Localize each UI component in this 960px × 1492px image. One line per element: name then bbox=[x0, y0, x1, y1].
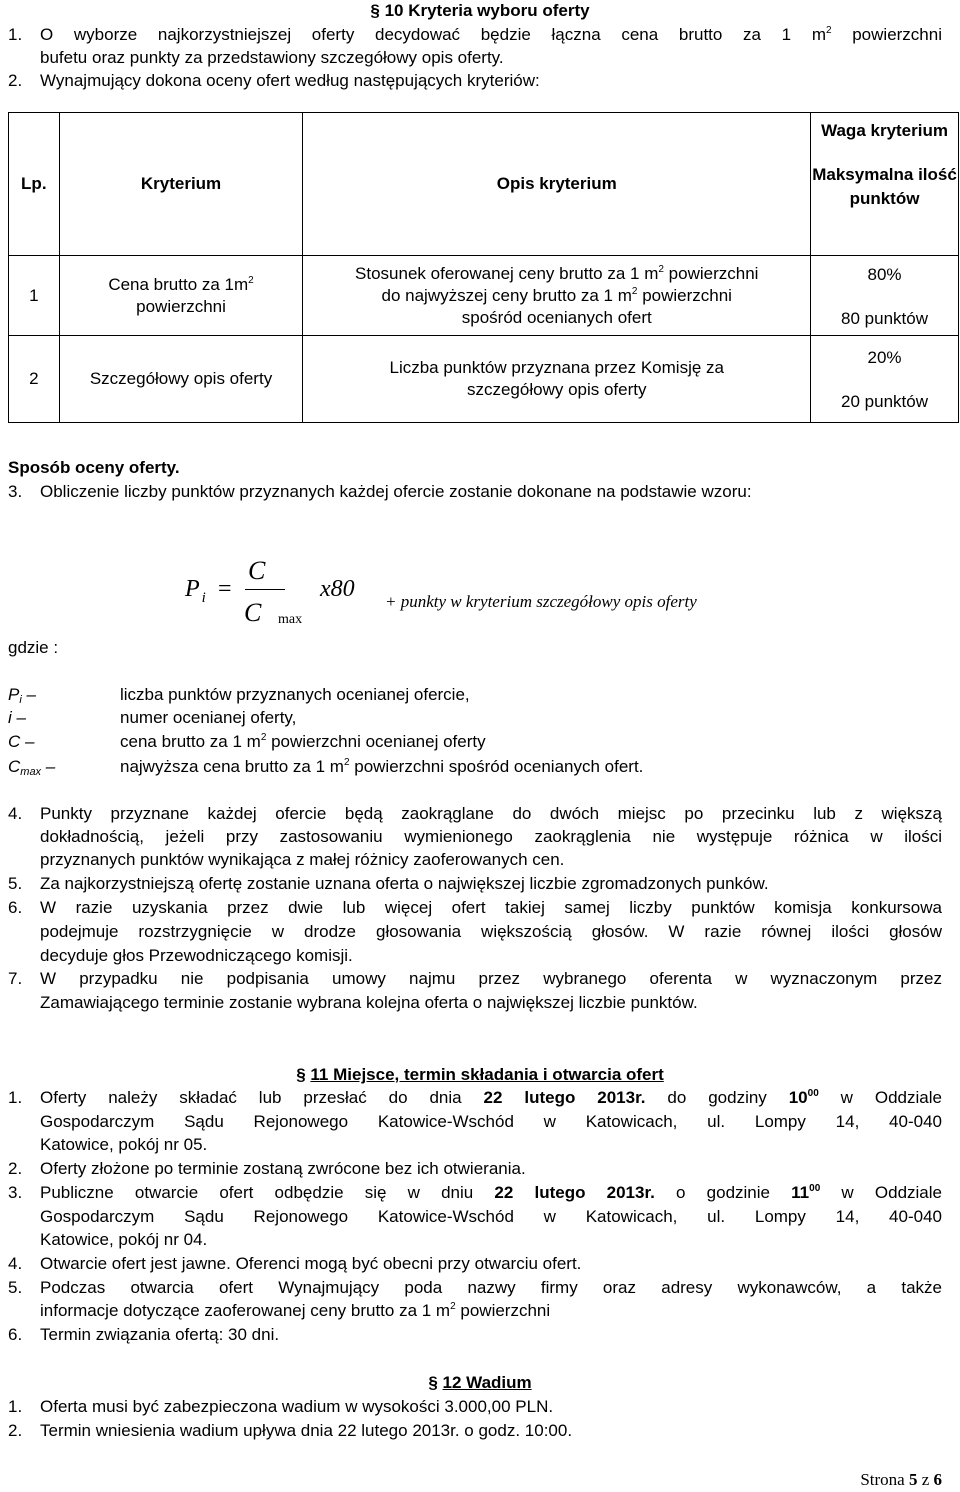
scoring-point-6-line-2: podejmuje rozstrzygnięcie w drodze głosowania większością głosów. W razie równej ilości głosów bbox=[40, 922, 942, 941]
s11-point-5-line-1: 5. Podczas otwarcia ofert Wynajmujący poda nazwy firmy oraz adresy wykonawców, a także bbox=[8, 1278, 942, 1297]
s10-point-1-line-1: 1. O wyborze najkorzystniejszej oferty decydować będzie łączna cena brutto za 1 $m^2$ powierzchni bbox=[8, 25, 942, 44]
s11-point-1-line-3: Katowice, pokój nr 05. bbox=[40, 1135, 208, 1154]
row1-waga: 80% 80 punktów bbox=[811, 256, 959, 336]
s10-point-2: 2. Wynajmujący dokona oceny ofert według następujących kryteriów: bbox=[8, 71, 540, 90]
formula-plus: + punkty w kryterium szczegółowy opis oferty bbox=[385, 592, 697, 611]
scoring-point-6-line-1: 6. W razie uzyskania przez dwie lub więcej ofert takiej samej liczby punktów komisja konkursowa bbox=[8, 898, 942, 917]
header-max: Maksymalna ilość punktów bbox=[812, 165, 957, 208]
scoring-point-4-line-2: dokładnością, jeżeli przy zastosowaniu wymienionego zaokrąglenia nie występuje różnica w ilości bbox=[40, 827, 942, 846]
formula-times: x80 bbox=[320, 576, 355, 602]
header-opis: Opis kryterium bbox=[303, 113, 811, 256]
scoring-point-3: 3. Obliczenie liczby punktów przyznanych każdej ofercie zostanie dokonane na podstawie wzoru: bbox=[8, 482, 752, 501]
s11-point-3-line-2: Gospodarczym Sądu Rejonowego Katowice-Wschód w Katowicach, ul. Lompy 14, 40-040 bbox=[40, 1207, 942, 1226]
formula-numerator: C bbox=[248, 556, 266, 585]
s10-point-1-line-2: bufetu oraz punkty za przedstawiony szczegółowy opis oferty. bbox=[40, 48, 504, 67]
header-lp: Lp. bbox=[9, 113, 60, 256]
row2-opis: Liczba punktów przyznana przez Komisję za szczegółowy opis oferty bbox=[303, 336, 811, 423]
table-row bbox=[9, 336, 959, 423]
s11-point-1-line-2: Gospodarczym Sądu Rejonowego Katowice-Wschód w Katowicach, ul. Lompy 14, 40-040 bbox=[40, 1112, 942, 1131]
page-number: Strona 5 z 6 bbox=[860, 1470, 942, 1489]
section-10-title: § 10 Kryteria wyboru oferty bbox=[370, 1, 590, 20]
header-waga: Waga kryterium bbox=[821, 121, 948, 140]
fraction-line bbox=[245, 589, 285, 590]
formula-denominator: C bbox=[244, 598, 262, 627]
section-11-title: § 11 Miejsce, termin składania i otwarcia ofert bbox=[296, 1065, 664, 1084]
gdzie-label: gdzie : bbox=[8, 638, 59, 657]
formula-denominator-sub: max bbox=[278, 612, 303, 627]
scoring-point-7-line-1: 7. W przypadku nie podpisania umowy najmu przez wybranego oferenta w wyznaczonym przez bbox=[8, 969, 942, 988]
scoring-point-5: 5. Za najkorzystniejszą ofertę zostanie uznana oferta o największej liczbie zgromadzonych punków. bbox=[8, 874, 769, 893]
section-12-title: § 12 Wadium bbox=[428, 1373, 532, 1392]
table-header-row bbox=[9, 113, 959, 256]
scoring-point-6-line-3: decyduje głos Przewodniczącego komisji. bbox=[40, 946, 353, 965]
row1-lp: 1 bbox=[9, 256, 60, 336]
scoring-point-4-line-3: przyznanych punktów wynikająca z małej różnicy zaoferowanych cen. bbox=[40, 850, 565, 869]
row1-opis: Stosunek oferowanej ceny brutto za 1 $m^2$ powierzchni do najwyższej ceny brutto za 1 $m^2$ powierzchni spośród ocenianych ofert bbox=[303, 256, 811, 336]
header-waga-cell bbox=[811, 113, 959, 256]
row2-kryterium: Szczegółowy opis oferty bbox=[59, 336, 303, 423]
scoring-point-4-line-1: 4. Punkty przyznane każdej ofercie będą zaokrąglane do dwóch miejsc po przecinku lub z większą bbox=[8, 804, 942, 823]
s11-point-3-line-3: Katowice, pokój nr 04. bbox=[40, 1230, 208, 1249]
formula-equals: = bbox=[218, 576, 232, 602]
s11-point-6: 6. Termin związania ofertą: 30 dni. bbox=[8, 1325, 280, 1344]
header-kryterium: Kryterium bbox=[59, 113, 303, 256]
s12-point-1: 1. Oferta musi być zabezpieczona wadium w wysokości 3.000,00 PLN. bbox=[8, 1397, 554, 1416]
s11-point-1-line-1: 1. Oferty należy składać lub przesłać do dnia 22 lutego 2013r. do godziny $10^{00}$ w Oddziale bbox=[8, 1088, 942, 1107]
s12-point-2: 2. Termin wniesienia wadium upływa dnia 22 lutego 2013r. o godz. 10:00. bbox=[8, 1421, 573, 1440]
row2-waga: 20% 20 punktów bbox=[811, 336, 959, 423]
row1-kryterium: Cena brutto za $1m^2$ powierzchni bbox=[59, 256, 303, 336]
scoring-point-7-line-2: Zamawiającego terminie zostanie wybrana kolejna oferta o największej liczbie punktów. bbox=[40, 993, 698, 1012]
s11-point-3-line-1: 3. Publiczne otwarcie ofert odbędzie się w dniu 22 lutego 2013r. o godzinie $11^{00}$ w Oddziale bbox=[8, 1183, 942, 1202]
criteria-table bbox=[8, 112, 959, 423]
row2-lp: 2 bbox=[9, 336, 60, 423]
scoring-heading: Sposób oceny oferty. bbox=[8, 458, 180, 477]
table-row bbox=[9, 256, 959, 336]
s11-point-4: 4. Otwarcie ofert jest jawne. Oferenci mogą być obecni przy otwarciu ofert. bbox=[8, 1254, 582, 1273]
s11-point-5-line-2: informacje dotyczące zaoferowanej ceny brutto za 1 $m^2$ powierzchni bbox=[40, 1301, 551, 1320]
formula-lhs: P $_i$ bbox=[185, 576, 206, 606]
s11-point-2: 2. Oferty złożone po terminie zostaną zwrócone bez ich otwierania. bbox=[8, 1159, 526, 1178]
